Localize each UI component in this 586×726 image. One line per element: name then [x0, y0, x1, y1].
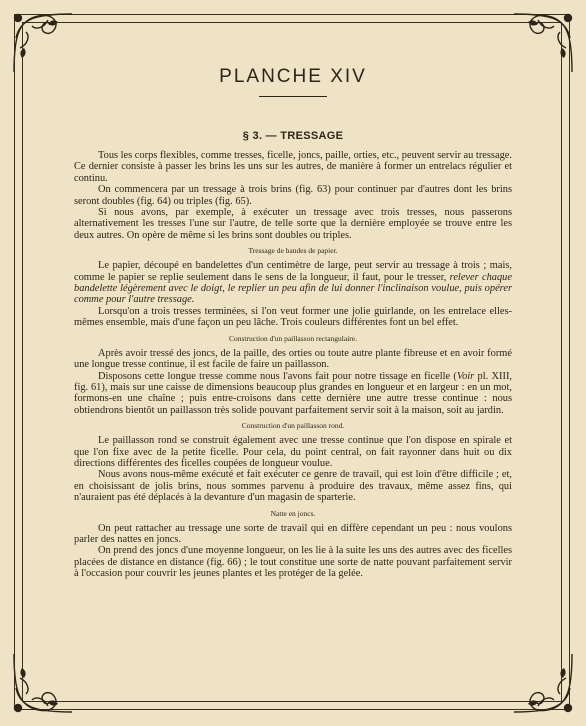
paragraph-text: pl. XIII, fig. 61), mais sur une caisse de dimensions beaucoup plus grandes en longueur et en largeur : en un mot, formons-en une chaîne ; puis entre-croisons dans cette dernière une autre tresse continue : nous obtiendrons bientôt un paillasson très solide pouvant parfaitement servir soit à la maison, soit au jardin.	[74, 370, 513, 416]
paragraph: On peut rattacher au tressage une sorte de travail qui en diffère cependant un peu : nous voulons parler des nattes en joncs.	[74, 522, 512, 545]
paragraph: Le paillasson rond se construit également avec une tresse continue que l'on dispose en spirale et que l'on fixe avec de la petite ficelle. Pour cela, du point central, on fait rayonner dans huit ou dix directions différentes des ficelles coupées de longueur voulue.	[74, 435, 512, 469]
paragraph-italic-text: relever chaque bandelette légèrement avec le doigt, le replier un peu afin de lui donner l'inclinaison voulue, puis opérer comme pour l'autre tressage.	[74, 271, 512, 306]
paragraph: On commencera par un tressage à trois brins (fig. 63) pour continuer par d'autres dont les brins seront doubles (fig. 64) ou triples (fig. 65).	[74, 184, 512, 207]
paragraph-italic-text: Voir	[456, 370, 475, 382]
plate-title: PLANCHE XIV	[219, 66, 367, 87]
subheading: Construction d'un paillasson rectangulaire.	[229, 333, 357, 343]
page-content	[74, 66, 512, 580]
paragraph: Lorsqu'on a trois tresses terminées, si l'on veut former une jolie guirlande, on les entrelace elles-mêmes ensemble, mais d'une façon un peu lâche. Trois couleurs différentes font un bel effet.	[74, 305, 512, 329]
corner-ornament	[8, 8, 78, 78]
subheading: Natte en joncs.	[270, 508, 316, 518]
subheading: Tressage de bandes de papier.	[248, 246, 338, 256]
paragraph: On prend des joncs d'une moyenne longueur, on les lie à la suite les uns des autres avec des ficelles placées de distance en distance (fig. 66) ; le tout constitue une sorte de natte pouvant parfaitement servir à l'occasion pour couvrir les jeunes plantes et les protéger de la gelée.	[74, 545, 512, 580]
paragraph	[74, 260, 512, 306]
subheading: Construction d'un paillasson rond.	[241, 421, 345, 431]
paragraph-text: Le papier, découpé en bandelettes d'un centimètre de large, peut servir au tressage à trois ; mais, comme le papier se replie seulement dans le sens de la longueur, il faut, pour le tresser,	[74, 260, 512, 283]
paragraph: Si nous avons, par exemple, à exécuter un tressage avec trois tresses, nous passerons alternativement les tresses l'une sur l'autre, de telle sorte que la dernière employée se trouve entre les deux autres. On opère de même si les brins sont doubles ou triples.	[74, 207, 512, 241]
paragraph: Tous les corps flexibles, comme tresses, ficelle, joncs, paille, orties, etc., peuvent servir au tressage. Ce dernier consiste à passer les brins les uns sur les autres, de manière à former un entrelacs régulier et continu.	[74, 150, 512, 184]
paragraph: Nous avons nous-même exécuté et fait exécuter ce genre de travail, qui est loin d'être difficile ; et, en choisissant de jolis brins, nous sommes parvenu à produire des travaux, même assez fins, qui n'auraient pas été déplacés à la devanture d'un magasin de sparterie.	[74, 469, 512, 504]
title-rule	[259, 96, 327, 97]
corner-ornament	[508, 648, 578, 718]
paragraph: Après avoir tressé des joncs, de la paille, des orties ou toute autre plante fibreuse et en avoir formé une longue tresse continue, il est facile de faire un paillasson.	[74, 347, 512, 371]
corner-ornament	[8, 648, 78, 718]
paragraph-text: Disposons cette longue tresse comme nous l'avons fait pour notre tissage en ficelle (	[98, 370, 457, 382]
corner-ornament	[508, 8, 578, 78]
paragraph	[74, 371, 512, 417]
section-title: § 3. — TRESSAGE	[242, 130, 344, 142]
